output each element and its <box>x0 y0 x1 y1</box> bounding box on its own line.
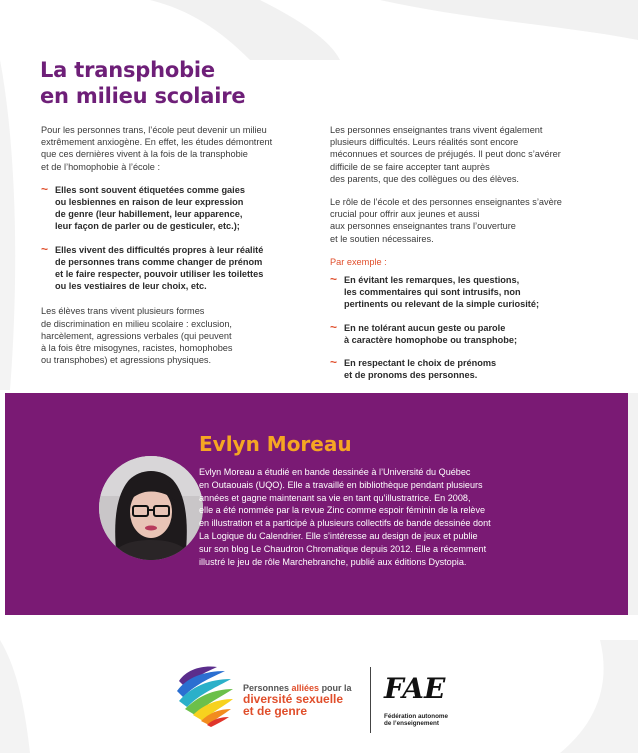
paragraph-line: plusieurs difficultés. Leurs réalités sont encore <box>330 137 519 148</box>
bullet-line: de personnes trans comme changer de prénom <box>55 256 263 267</box>
bullet-line: Elles sont souvent étiquetées comme gaies <box>55 184 245 195</box>
intro-line: que ces dernières vivent à la fois de la transphobie <box>41 149 248 160</box>
closing-line: ou transphobes) et agressions physiques. <box>41 355 212 366</box>
bullet-line: de genre (leur habillement, leur apparence, <box>55 209 243 220</box>
bullet-line: et de pronoms des personnes. <box>344 370 478 381</box>
closing-line: harcèlement, agressions verbales (qui peuvent <box>41 330 232 341</box>
author-name: Evlyn Moreau <box>199 432 352 456</box>
bullet-line: ou lesbiennes en raison de leur expression <box>55 197 244 208</box>
footer-title-line: et de genre <box>243 704 308 718</box>
paragraph-line: Les personnes enseignantes trans vivent également <box>330 125 543 135</box>
bullet-line: et le faire respecter, pouvoir utiliser les toilettes <box>55 269 264 280</box>
paragraph-line: et le soutien nécessaires. <box>330 233 434 244</box>
bio-line: sur son blog Le Chaudron Chromatique depuis 2012. Elle a récemment <box>199 543 487 554</box>
intro-paragraph <box>41 124 303 173</box>
school-role-paragraph <box>330 196 600 245</box>
intro-line: et de l’homophobie à l’école : <box>41 161 161 172</box>
closing-paragraph <box>41 305 303 366</box>
example-label: Par exemple : <box>330 256 387 267</box>
footer-tagline-suffix: pour la <box>319 683 352 693</box>
teachers-paragraph <box>330 124 600 185</box>
fae-logo: FAE <box>384 672 446 705</box>
page-title-line-1: La transphobie <box>40 58 215 82</box>
tilde-bullet-icon: ~ <box>330 355 338 370</box>
paragraph-line: difficile de se faire accepter tant auprès <box>330 161 490 172</box>
tilde-bullet-icon: ~ <box>41 181 49 196</box>
paragraph-line: des parents, que des collègues ou des élèves. <box>330 173 519 184</box>
page-title <box>40 57 245 109</box>
bio-line: en Outaouais (UQO). Elle a travaillé en bibliothèque pendant plusieurs <box>199 479 483 490</box>
bullet-line: En évitant les remarques, les questions, <box>344 275 520 286</box>
page-title-line-2: en milieu scolaire <box>40 84 246 108</box>
bullet-line: En ne tolérant aucun geste ou parole <box>344 322 506 333</box>
closing-line: Les élèves trans vivent plusieurs formes <box>41 306 205 317</box>
closing-line: de discrimination en milieu scolaire : exclusion, <box>41 318 232 329</box>
tilde-bullet-icon: ~ <box>330 319 338 334</box>
closing-line: à la fois être misogynes, racistes, homophobes <box>41 343 233 354</box>
bio-line: en illustration et a participé à plusieurs collectifs de bande dessinée dont <box>199 518 491 529</box>
avatar-portrait-icon <box>99 456 203 560</box>
paragraph-line: crucial pour offrir aux jeunes et aussi <box>330 209 480 220</box>
bio-section-edge <box>628 393 638 615</box>
paragraph-line: aux personnes enseignantes trans l’ouverture <box>330 221 516 232</box>
tilde-bullet-icon: ~ <box>41 241 49 256</box>
rainbow-heart-logo-icon <box>173 661 237 727</box>
right-column <box>330 124 600 381</box>
bullet-line: les commentaires qui sont intrusifs, non <box>344 287 521 298</box>
tilde-bullet-icon: ~ <box>330 272 338 287</box>
bio-line: Evlyn Moreau a étudié en bande dessinée à l’Université du Québec <box>199 467 471 477</box>
paragraph-line: méconnues et sources de préjugés. Il peut donc s’avérer <box>330 149 561 160</box>
bullet-line: leur façon de parler ou de gesticuler, etc.); <box>55 221 240 232</box>
bullet-line: à caractère homophobe ou transphobe; <box>344 334 518 345</box>
bullet-item <box>330 357 600 381</box>
bullet-item <box>330 274 600 311</box>
left-column <box>41 124 303 366</box>
fae-name-line: Fédération autonome <box>384 713 449 720</box>
bullet-line: Elles vivent des difficultés propres à leur réalité <box>55 244 264 255</box>
bullet-item <box>41 241 303 293</box>
bullet-line: ou les vestiaires de leur choix, etc. <box>55 281 207 292</box>
paragraph-line: Le rôle de l’école et des personnes enseignantes s’avère <box>330 197 562 208</box>
intro-line: extrêmement anxiogène. En effet, les études démontrent <box>41 137 273 148</box>
bio-line: années et gagne maintenant sa vie en tant qu’illustratrice. En 2008, <box>199 492 471 503</box>
bullet-item <box>41 181 303 233</box>
bio-line: elle a été nommée par la revue Zinc comme espoir féminin de la relève <box>199 505 486 516</box>
fae-name <box>384 713 448 727</box>
footer-title <box>243 693 343 717</box>
author-avatar <box>99 456 203 560</box>
footer-tagline-allies: alliées <box>291 683 320 693</box>
intro-line: Pour les personnes trans, l’école peut devenir un milieu <box>41 125 267 135</box>
bullet-line: pertinents ou relevant de la simple curiosité; <box>344 299 540 310</box>
footer-divider <box>370 667 371 733</box>
fae-name-line: de l’enseignement <box>384 720 439 728</box>
footer-tagline-prefix: Personnes <box>243 683 292 693</box>
bio-line: illustré le jeu de rôle Marchebranche, publié aux éditions Dystopia. <box>199 556 467 567</box>
footer-title-line: diversité sexuelle <box>243 692 344 706</box>
author-bio <box>199 466 544 568</box>
bio-line: La Logique du Calendrier. Elle s’intéresse au design de jeux et publie <box>199 530 478 541</box>
bullet-line: En respectant le choix de prénoms <box>344 358 497 369</box>
bullet-item <box>330 319 600 346</box>
